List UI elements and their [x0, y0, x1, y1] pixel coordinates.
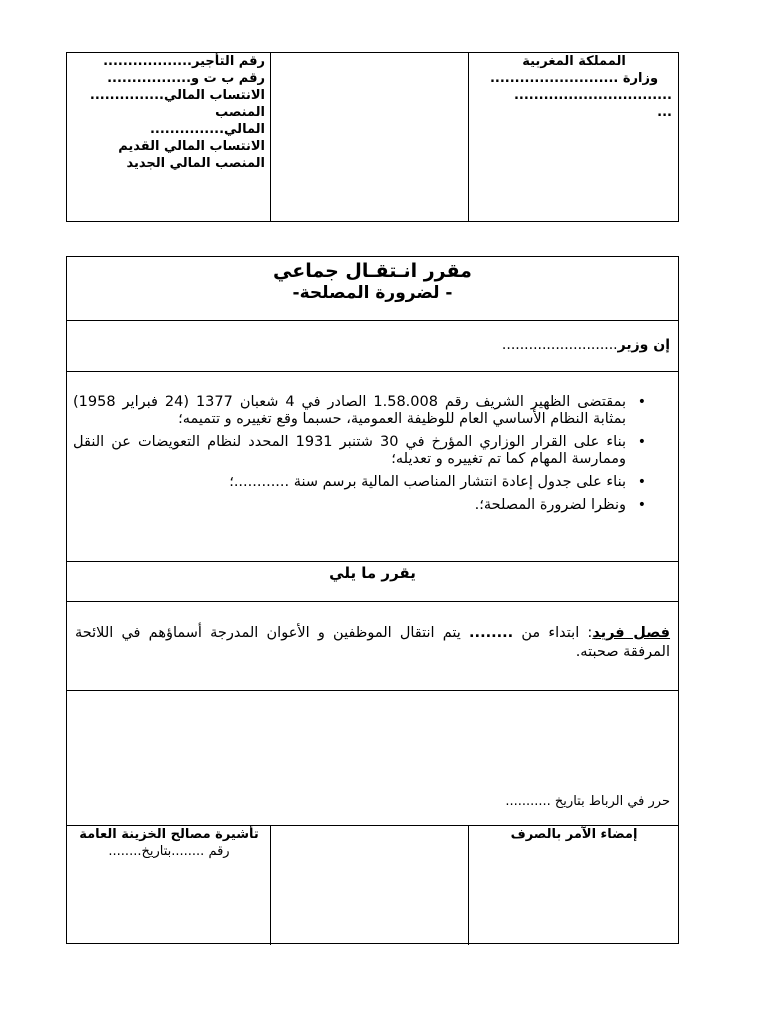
article-text-start: : ابتداء من [513, 625, 593, 641]
financial-affiliation: الانتساب المالي............... [89, 88, 265, 103]
minister-label: إن وزير [617, 337, 670, 353]
article-text [75, 624, 670, 662]
ministry-dots-cont: ... [657, 105, 672, 120]
signature-row [67, 826, 678, 945]
header-authority-cell [476, 53, 672, 221]
treasury-visa-cell [73, 826, 265, 945]
document-title: مقرر انـتقـال جماعي [273, 260, 472, 282]
minister-line [502, 337, 670, 353]
payroll-number: رقم التأجير.................. [103, 54, 265, 69]
ministry-dots: ................................ [513, 88, 672, 103]
header-reference-cell [73, 53, 265, 221]
article-date-dots: ........ [469, 625, 514, 641]
minister-dots: .......................... [501, 337, 618, 353]
old-affiliation: الانتساب المالي القديم [118, 139, 265, 154]
legal-ground-item: • بمقتضى الظهير الشريف رقم 1.58.008 الصادر في 4 شعبان 1377 (24 فبراير 1958) بمثابة النظام الأساسي العام للوظيفة العمومية، حسبما وقع تغييره و تتميمه؛ [73, 394, 672, 428]
legal-ground-item: • بناء على القرار الوزاري المؤرخ في 30 شتنبر 1931 المحدد لنظام التعويضات عن النقل وممارسة المهام كما تم تغييره و تعديله؛ [73, 434, 672, 468]
legal-ground-item: • بناء على جدول إعادة انتشار المناصب المالية برسم سنة ............؛ [73, 474, 672, 491]
treasury-visa-ref: رقم ........بتاريخ........ [108, 844, 230, 859]
decision-form [66, 256, 679, 944]
document-subtitle: - لضرورة المصلحة- [292, 283, 453, 303]
minister-row [67, 321, 678, 372]
legal-grounds-list [73, 394, 672, 520]
kingdom-name: المملكة المغربية [522, 54, 626, 69]
signature-divider-right [468, 826, 469, 945]
treasury-visa-title: تأشيرة مصالح الخزينة العامة [79, 827, 259, 842]
header-table [66, 52, 679, 222]
article-text-end: يتم انتقال الموظفين و الأعوان المدرجة أسماؤهم في اللائحة المرفقة صحبته. [75, 625, 670, 660]
header-divider-left [270, 53, 271, 221]
legal-grounds-row [67, 372, 678, 562]
ministry-field: وزارة .......................... [489, 71, 659, 86]
decides-row [67, 562, 678, 602]
decides-heading: يقرر ما يلي [329, 564, 416, 582]
place-date-row [67, 691, 678, 826]
signature-divider-left [270, 826, 271, 945]
legal-ground-item: • ونظرا لضرورة المصلحة؛. [73, 497, 672, 514]
financial-post-label: المنصب [215, 105, 265, 120]
article-label: فصل فريد [592, 625, 671, 641]
reference-number: رقم ب ت و................. [107, 71, 265, 86]
article-row [67, 602, 678, 691]
header-divider-right [468, 53, 469, 221]
ordonnateur-signature-label: إمضاء الآمر بالصرف [510, 827, 638, 842]
new-financial-post: المنصب المالي الجديد [126, 156, 265, 171]
ordonnateur-signature-cell [476, 826, 672, 945]
title-row [67, 257, 678, 321]
financial-post-field: المالي............... [149, 122, 265, 137]
place-date: حرر في الرباط بتاريخ ........... [505, 794, 670, 809]
